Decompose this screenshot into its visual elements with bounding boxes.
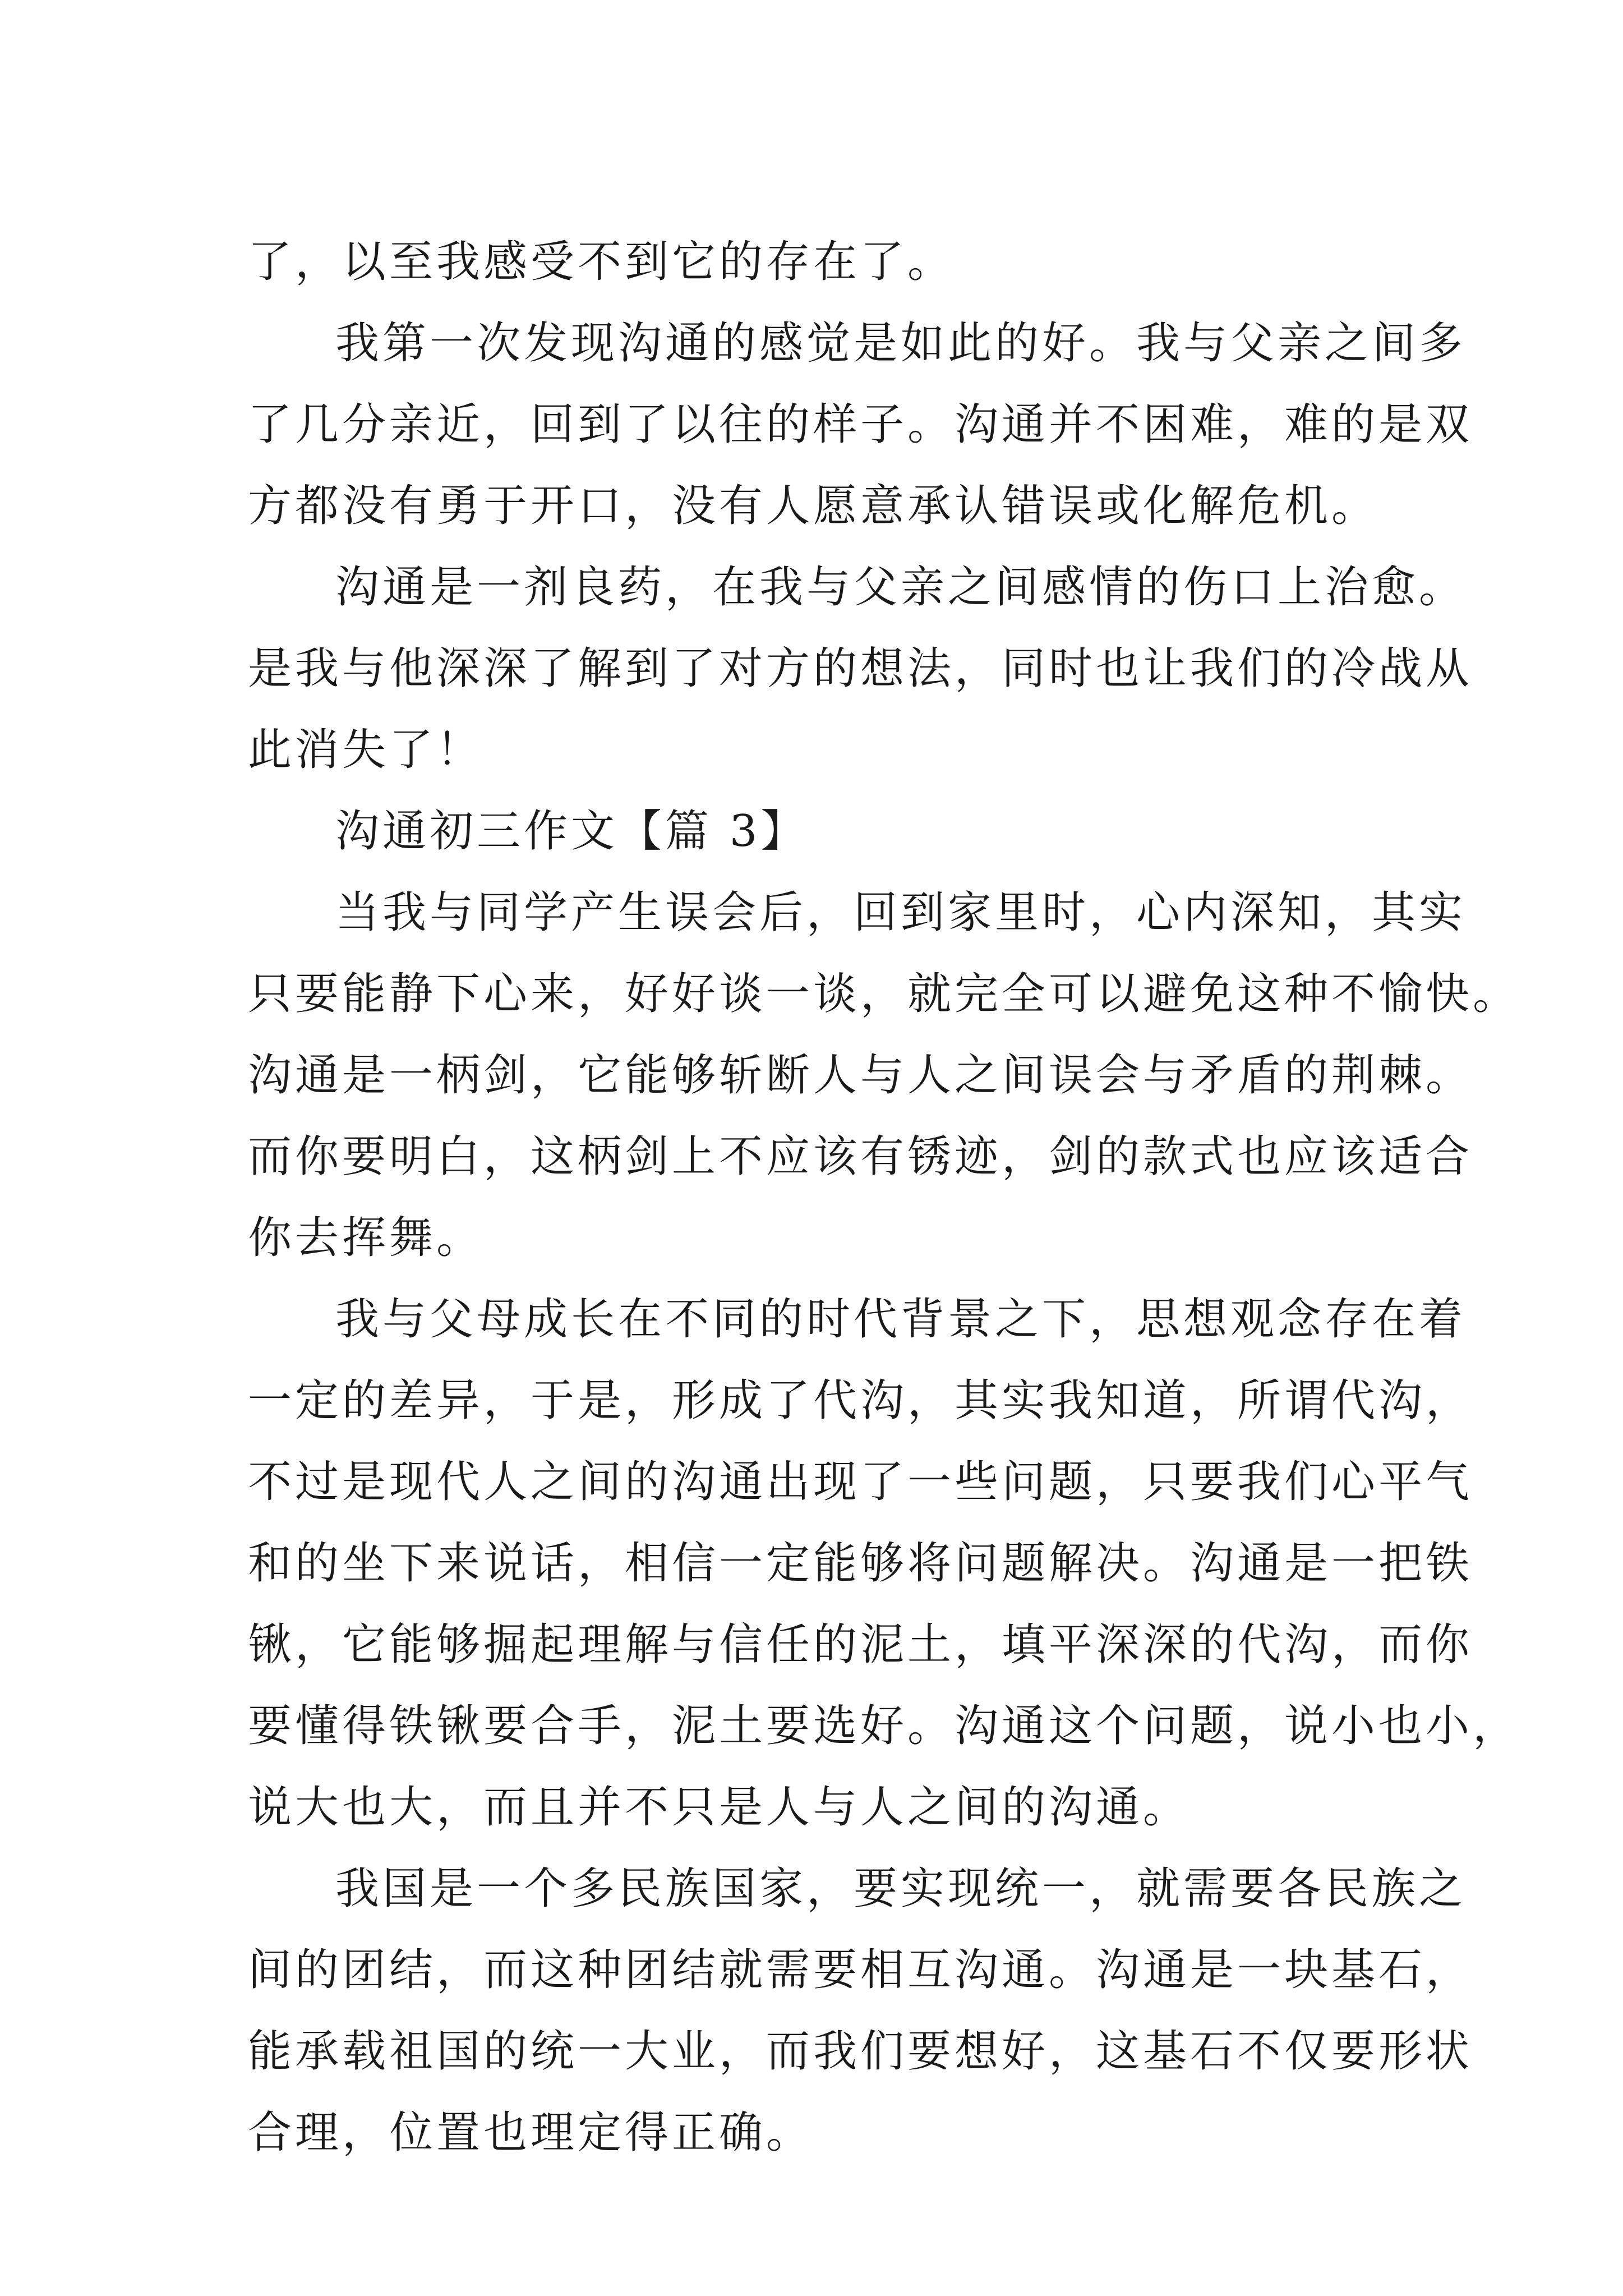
text-line: 锹，它能够掘起理解与信任的泥土，填平深深的代沟，而你 — [248, 1619, 1473, 1670]
text-line: 我国是一个多民族国家，要实现统一，就需要各民族之 — [335, 1864, 1467, 1914]
document-body — [248, 222, 1520, 2174]
text-line: 间的团结，而这种团结就需要相互沟通。沟通是一块基石， — [248, 1945, 1473, 1995]
text-line: 要懂得铁锹要合手，泥土要选好。沟通这个问题，说小也小， — [248, 1701, 1520, 1751]
text-line: 而你要明白，这柄剑上不应该有锈迹，剑的款式也应该适合 — [248, 1131, 1473, 1182]
text-line: 一定的差异，于是，形成了代沟，其实我知道，所谓代沟， — [248, 1375, 1473, 1426]
text-line: 和的坐下来说话，相信一定能够将问题解决。沟通是一把铁 — [248, 1538, 1473, 1589]
text-line: 此消失了！ — [248, 725, 484, 775]
text-line: 当我与同学产生误会后，回到家里时，心内深知，其实 — [335, 887, 1467, 938]
text-line: 我第一次发现沟通的感觉是如此的好。我与父亲之间多 — [335, 318, 1467, 369]
text-line: 不过是现代人之间的沟通出现了一些问题，只要我们心平气 — [248, 1457, 1473, 1507]
text-line: 沟通是一剂良药，在我与父亲之间感情的伤口上治愈。 — [335, 562, 1467, 613]
text-line: 是我与他深深了解到了对方的想法，同时也让我们的冷战从 — [248, 643, 1473, 694]
text-line: 方都没有勇于开口，没有人愿意承认错误或化解危机。 — [248, 481, 1379, 531]
text-line: 沟通是一柄剑，它能够斩断人与人之间误会与矛盾的荆棘。 — [248, 1050, 1473, 1101]
section-heading: 沟通初三作文【篇 3】 — [335, 806, 808, 857]
text-line: 说大也大，而且并不只是人与人之间的沟通。 — [248, 1782, 1191, 1833]
text-line: 合理，位置也理定得正确。 — [248, 2108, 814, 2158]
text-line: 了几分亲近，回到了以往的样子。沟通并不困难，难的是双 — [248, 399, 1473, 450]
text-line: 你去挥舞。 — [248, 1213, 484, 1263]
text-line: 我与父母成长在不同的时代背景之下，思想观念存在着 — [335, 1294, 1467, 1345]
text-line: 只要能静下心来，好好谈一谈，就完全可以避免这种不愉快。 — [248, 969, 1520, 1019]
text-line: 能承载祖国的统一大业，而我们要想好，这基石不仅要形状 — [248, 2026, 1473, 2077]
text-line: 了，以至我感受不到它的存在了。 — [248, 237, 955, 287]
